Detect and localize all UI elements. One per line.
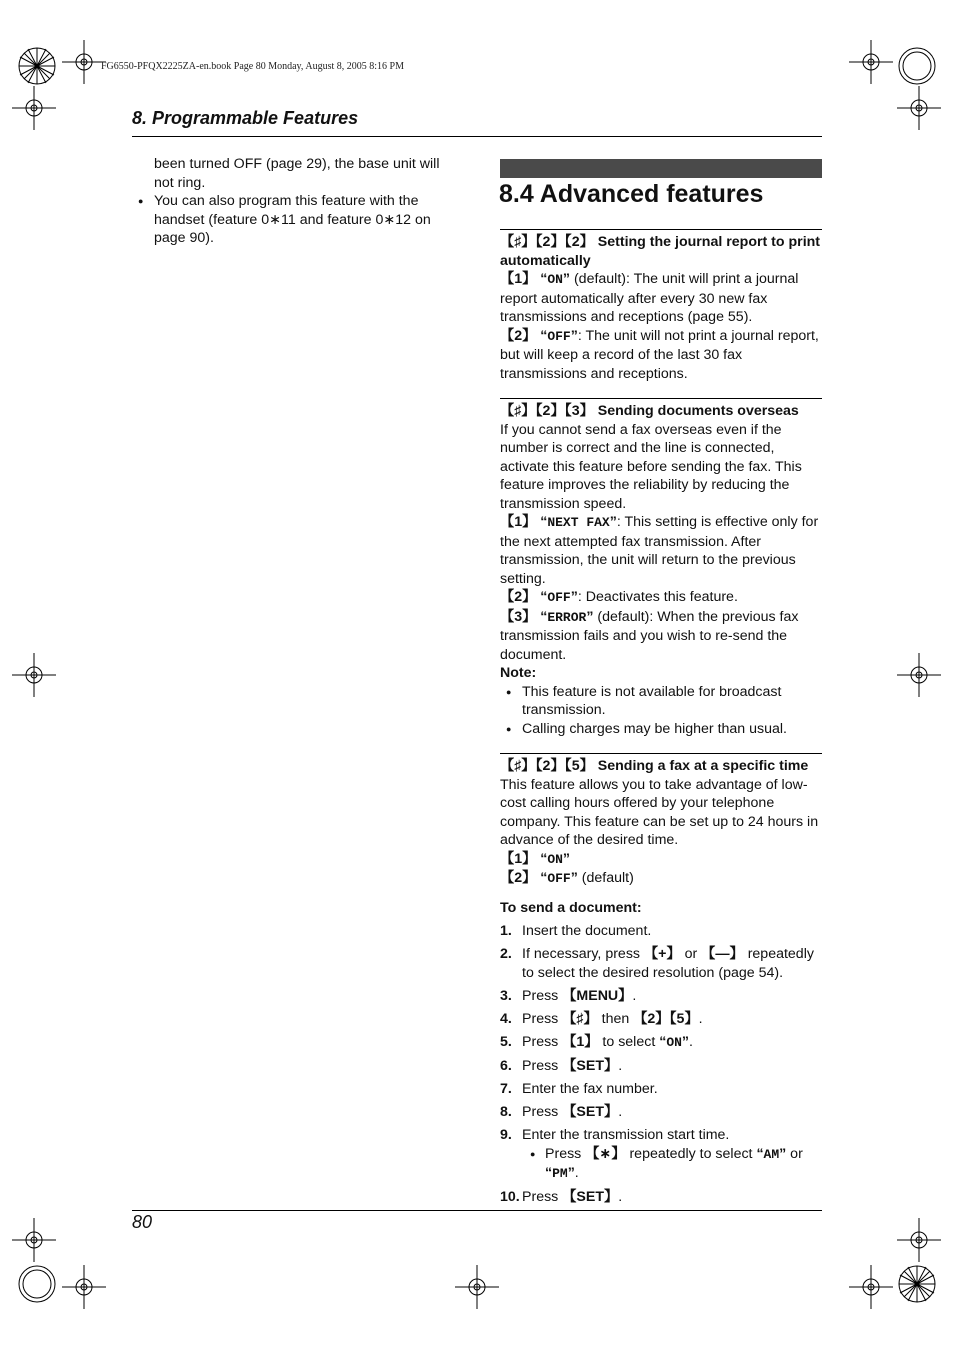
open-quote: “ bbox=[540, 870, 548, 886]
feature-code: 【♯】【2】【3】 bbox=[500, 403, 594, 419]
key-bracket-close: 】 bbox=[611, 1145, 626, 1162]
key-bracket-open: 【 bbox=[643, 946, 659, 963]
crosshair-mark-left-lower bbox=[12, 1218, 56, 1262]
step-text: . bbox=[574, 1165, 579, 1182]
star-key-glyph: ∗ bbox=[269, 211, 282, 228]
registration-mark-bottom-left bbox=[17, 1264, 57, 1304]
feature-option bbox=[500, 513, 822, 588]
step-text: . bbox=[698, 1010, 703, 1027]
left-column bbox=[132, 155, 462, 248]
feature-option bbox=[500, 588, 822, 608]
handset-program-bullet bbox=[132, 192, 462, 248]
step-text: . bbox=[689, 1033, 693, 1050]
step-text: Press bbox=[522, 1010, 563, 1027]
plus-icon: + bbox=[658, 946, 667, 963]
option-key: 【1】 bbox=[500, 514, 537, 530]
option-key: 【1】 bbox=[500, 271, 537, 287]
step-9 bbox=[500, 1126, 822, 1184]
feature-title: Sending documents overseas bbox=[597, 403, 799, 419]
step-text: If necessary, press bbox=[522, 946, 644, 963]
open-quote: “ bbox=[540, 850, 548, 867]
step-text: Press bbox=[522, 1057, 563, 1074]
option-desc: (default): When the previous fax transmission fails and you wish to re-send the document. bbox=[500, 608, 799, 663]
set-key: 【SET】 bbox=[562, 1057, 619, 1074]
step-text: . bbox=[618, 1189, 623, 1206]
close-quote: ” bbox=[562, 271, 571, 287]
option-key: 【2】 bbox=[500, 327, 537, 344]
hash-key: 【♯】 bbox=[562, 1010, 598, 1027]
step-number: 6. bbox=[500, 1057, 512, 1074]
continued-text: been turned OFF (page 29), the base unit will not ring. bbox=[154, 156, 440, 191]
number-key: 【1】 bbox=[562, 1033, 599, 1050]
option-key: 【2】 bbox=[500, 589, 537, 605]
step-text: Press bbox=[522, 1189, 563, 1206]
open-quote: “ bbox=[659, 1033, 667, 1050]
feature-description: This feature allows you to take advantage of low-cost calling hours offered by your telephone company. This feature can be set up to 24 hours in advance of the desired time. bbox=[500, 776, 819, 848]
close-quote: ” bbox=[609, 514, 617, 530]
crosshair-mark-left-upper bbox=[12, 86, 56, 130]
option-desc: : This setting is effective only for the next attempted fax transmission. After transmission, the unit will return to the previous setting. bbox=[500, 514, 819, 587]
resolution-minus-key bbox=[701, 946, 744, 962]
step-text: Press bbox=[522, 1033, 563, 1050]
step-text: to select bbox=[598, 1033, 660, 1050]
close-quote: ” bbox=[570, 589, 578, 605]
key-bracket-close: 】 bbox=[666, 946, 681, 963]
crosshair-mark-bottom-center bbox=[455, 1265, 499, 1309]
note-item: ● Calling charges may be higher than usual. bbox=[500, 720, 822, 739]
step-number: 10. bbox=[500, 1189, 520, 1206]
star-icon: ∗ bbox=[599, 1145, 612, 1162]
chapter-title: 8.4 Advanced features bbox=[499, 180, 764, 208]
step-text: Press bbox=[545, 1145, 586, 1162]
step-8 bbox=[500, 1103, 822, 1122]
step-text: repeatedly to select bbox=[625, 1145, 757, 1162]
key-bracket-close: 】 bbox=[729, 946, 744, 963]
feature-heading bbox=[500, 757, 822, 776]
resolution-plus-key bbox=[644, 946, 681, 962]
open-quote: “ bbox=[540, 327, 548, 344]
step-text: Insert the document. bbox=[522, 923, 652, 939]
bullet-text-mid: 11 and feature 0 bbox=[281, 211, 384, 228]
display-value-am: AM bbox=[763, 1146, 780, 1162]
option-value: OFF bbox=[547, 328, 571, 344]
step-3 bbox=[500, 987, 822, 1006]
chapter-bar bbox=[500, 159, 822, 178]
procedure-steps bbox=[500, 922, 822, 1207]
step-10 bbox=[500, 1188, 822, 1207]
page-number: 80 bbox=[132, 1212, 153, 1232]
open-quote: “ bbox=[540, 608, 548, 625]
key-bracket-open: 【 bbox=[701, 946, 716, 963]
display-value-pm: PM bbox=[552, 1166, 568, 1182]
step-6 bbox=[500, 1057, 822, 1076]
step-1 bbox=[500, 922, 822, 941]
number-keys: 【2】【5】 bbox=[633, 1010, 699, 1027]
bullet-text-suffix: 12 on page 90). bbox=[154, 211, 431, 246]
crosshair-mark-right-upper bbox=[897, 86, 941, 130]
step-number: 7. bbox=[500, 1081, 512, 1098]
option-value: ERROR bbox=[547, 609, 587, 625]
close-quote: ” bbox=[586, 608, 594, 625]
option-key: 【1】 bbox=[500, 850, 537, 867]
open-quote: “ bbox=[540, 514, 548, 530]
feature-option bbox=[500, 869, 822, 889]
feature-option bbox=[500, 270, 822, 327]
right-column bbox=[500, 229, 822, 1211]
step-9-sub-bullet bbox=[522, 1145, 822, 1184]
note-label: Note: bbox=[500, 665, 537, 681]
star-key-glyph: ∗ bbox=[383, 211, 396, 228]
option-key: 【3】 bbox=[500, 608, 537, 625]
procedure-heading: To send a document: bbox=[500, 899, 642, 916]
crosshair-mark-bottom-a bbox=[62, 1265, 106, 1309]
feature-overseas bbox=[500, 398, 822, 738]
bullet-text-prefix: You can also program this feature with the handset (feature 0 bbox=[154, 193, 419, 228]
feature-journal-report bbox=[500, 229, 822, 383]
feature-code: 【♯】【2】【5】 bbox=[500, 758, 594, 774]
crosshair-mark-right-middle bbox=[897, 653, 941, 697]
step-text: . bbox=[632, 987, 637, 1004]
step-number: 9. bbox=[500, 1127, 512, 1144]
feature-title: Sending a fax at a specific time bbox=[597, 758, 809, 774]
registration-mark-bottom-right bbox=[897, 1264, 937, 1304]
step-text: or bbox=[786, 1145, 803, 1162]
set-key: 【SET】 bbox=[562, 1189, 619, 1206]
step-text: then bbox=[597, 1010, 634, 1027]
step-text: or bbox=[680, 946, 702, 963]
step-number: 1. bbox=[500, 923, 512, 939]
step-text: Press bbox=[522, 987, 563, 1004]
step-text: . bbox=[618, 1057, 623, 1074]
note-item: ● This feature is not available for broadcast transmission. bbox=[500, 683, 822, 720]
set-key: 【SET】 bbox=[562, 1104, 619, 1121]
crosshair-mark-bottom-b bbox=[849, 1265, 893, 1309]
feature-heading bbox=[500, 233, 822, 270]
feature-option bbox=[500, 608, 822, 665]
option-value: ON bbox=[547, 851, 563, 867]
step-7 bbox=[500, 1080, 822, 1099]
open-quote: “ bbox=[540, 271, 548, 287]
crosshair-mark-top-b bbox=[849, 40, 893, 84]
step-5 bbox=[500, 1033, 822, 1053]
open-quote: “ bbox=[756, 1145, 764, 1162]
open-quote: “ bbox=[540, 589, 548, 605]
feature-option bbox=[500, 850, 822, 870]
step-number: 5. bbox=[500, 1033, 512, 1050]
file-header: FG6550-PFQX2225ZA-en.book Page 80 Monday, August 8, 2005 8:16 PM bbox=[101, 61, 404, 72]
feature-code: 【♯】【2】【2】 bbox=[500, 234, 594, 250]
footer-rule bbox=[132, 1210, 822, 1211]
step-text: Enter the transmission start time. bbox=[522, 1127, 730, 1144]
option-value: OFF bbox=[547, 871, 571, 886]
step-text: Press bbox=[522, 1104, 563, 1121]
option-key: 【2】 bbox=[500, 870, 537, 886]
feature-heading bbox=[500, 402, 822, 421]
option-desc: : The unit will not print a journal report, but will keep a record of the last 30 fax transmissions and receptions. bbox=[500, 327, 819, 382]
option-desc: (default) bbox=[577, 870, 634, 886]
crosshair-mark-top-a bbox=[62, 40, 106, 84]
close-quote: ” bbox=[570, 327, 578, 344]
option-value: OFF bbox=[547, 590, 571, 605]
step-number: 8. bbox=[500, 1104, 512, 1121]
step-4 bbox=[500, 1010, 822, 1029]
key-bracket-open: 【 bbox=[585, 1145, 600, 1162]
open-quote: “ bbox=[545, 1165, 553, 1182]
close-quote: ” bbox=[567, 1165, 575, 1182]
crosshair-mark-left-middle bbox=[12, 653, 56, 697]
feature-specific-time bbox=[500, 753, 822, 1207]
section-title: 8. Programmable Features bbox=[132, 108, 359, 128]
close-quote: ” bbox=[779, 1145, 787, 1162]
feature-description: If you cannot send a fax overseas even if the number is correct and the line is connected, activate this feature before sending the fax. This feature improves the reliability by reducing the transmission speed. bbox=[500, 421, 802, 512]
option-value: ON bbox=[547, 272, 563, 287]
registration-mark-top-right bbox=[897, 46, 937, 86]
header-rule bbox=[132, 136, 822, 137]
display-value: ON bbox=[666, 1034, 682, 1050]
feature-title: Setting the journal report to print automatically bbox=[500, 234, 821, 269]
step-number: 3. bbox=[500, 987, 512, 1004]
close-quote: ” bbox=[562, 850, 571, 867]
option-desc: (default): The unit will print a journal report automatically after every 30 new fax transmissions and receptions (page 55). bbox=[500, 271, 799, 325]
registration-mark-top-left bbox=[17, 46, 57, 86]
step-number: 4. bbox=[500, 1010, 512, 1027]
close-quote: ” bbox=[681, 1033, 690, 1050]
step-number: 2. bbox=[500, 946, 512, 963]
crosshair-mark-right-lower bbox=[897, 1218, 941, 1262]
close-quote: ” bbox=[570, 870, 578, 886]
chapter-heading bbox=[499, 180, 763, 209]
option-desc: : Deactivates this feature. bbox=[577, 589, 738, 605]
step-2 bbox=[500, 945, 822, 982]
step-text: Enter the fax number. bbox=[522, 1081, 658, 1098]
step-text: . bbox=[618, 1104, 623, 1121]
menu-key: 【MENU】 bbox=[562, 987, 633, 1004]
star-key bbox=[585, 1146, 625, 1162]
step-text: repeatedly to select the desired resolution (page 54). bbox=[522, 946, 814, 981]
option-value: NEXT FAX bbox=[547, 515, 610, 530]
minus-icon: — bbox=[715, 946, 730, 963]
feature-option bbox=[500, 327, 822, 384]
